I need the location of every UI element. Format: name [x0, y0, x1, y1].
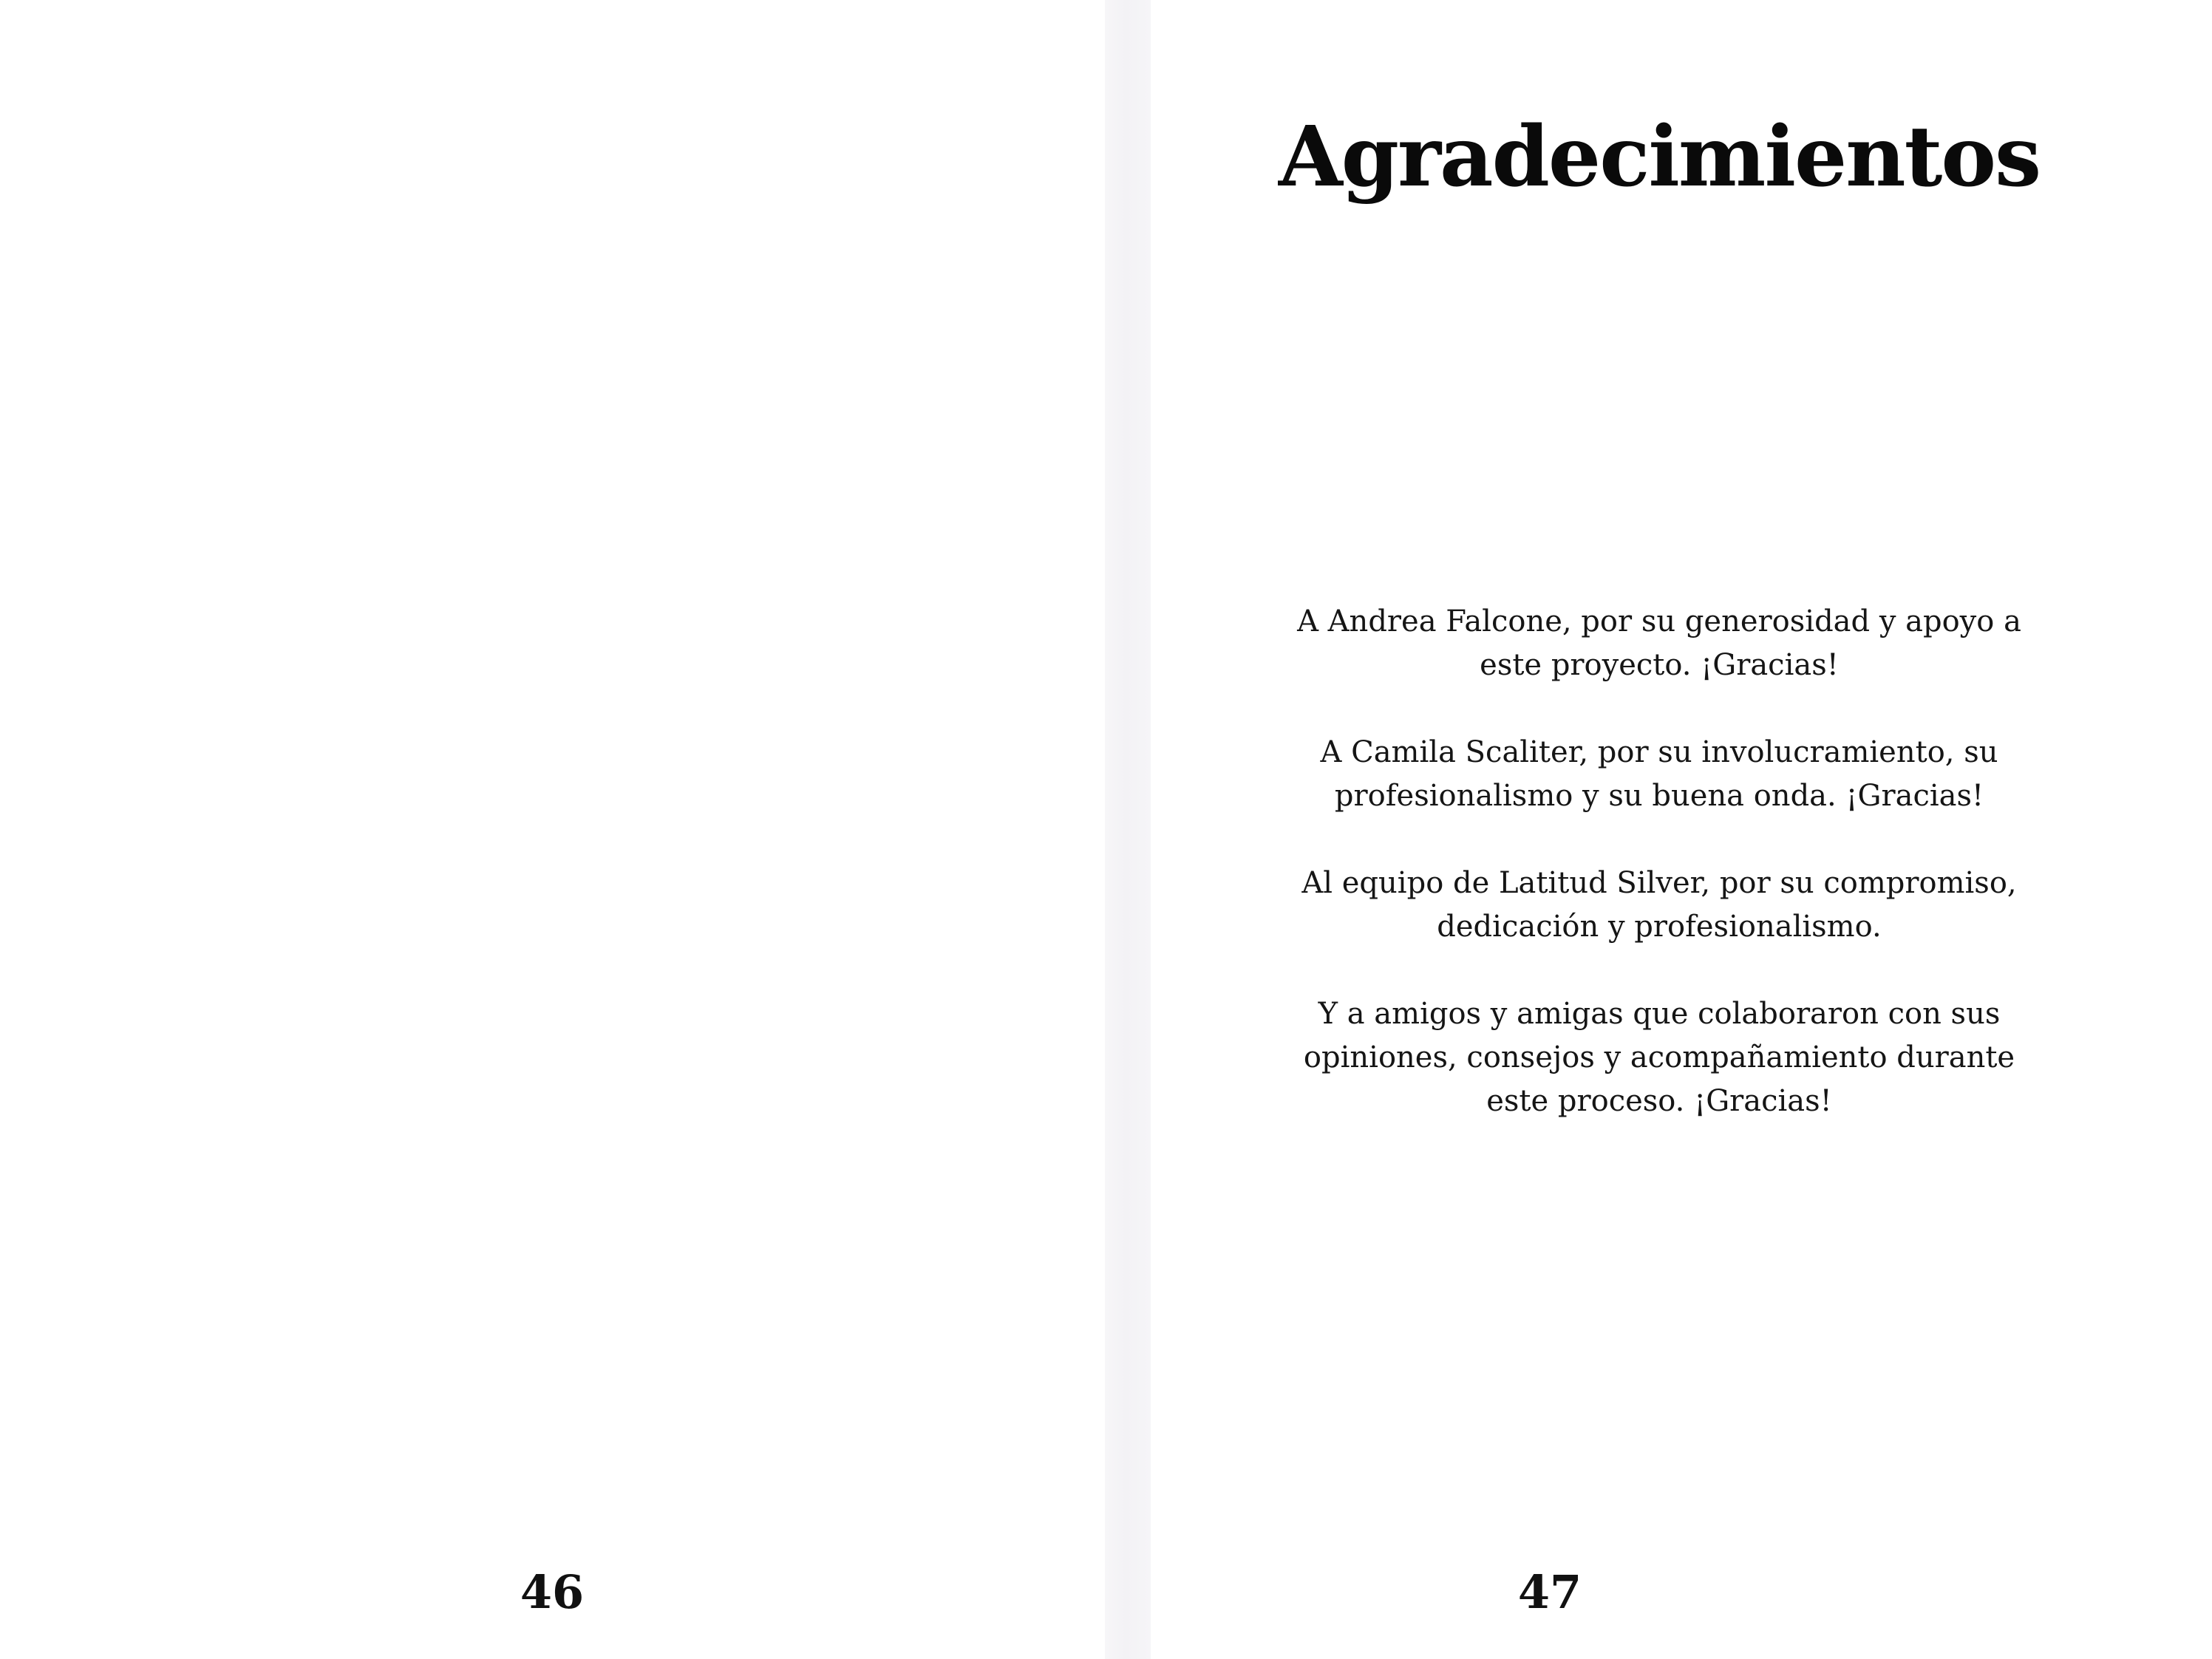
paragraph: Y a amigos y amigas que colaboraron con sus opiniones, consejos y acompañamiento durante este proceso. ¡Gracias!	[1303, 997, 2015, 1118]
acknowledgements-text	[1286, 600, 2032, 1167]
book-gutter	[1105, 0, 1151, 1659]
left-page-number: 46	[520, 1565, 585, 1619]
right-page-number: 47	[1517, 1565, 1582, 1619]
paragraph: Al equipo de Latitud Silver, por su compromiso, dedicación y profesionalismo.	[1301, 866, 2017, 944]
paragraph: A Camila Scaliter, por su involucramiento, su profesionalismo y su buena onda. ¡Gracias!	[1320, 735, 1998, 813]
chapter-title: Agradecimientos	[1278, 109, 2041, 205]
left-page	[0, 0, 1105, 1659]
paragraph: A Andrea Falcone, por su generosidad y apoyo a este proyecto. ¡Gracias!	[1297, 604, 2021, 682]
